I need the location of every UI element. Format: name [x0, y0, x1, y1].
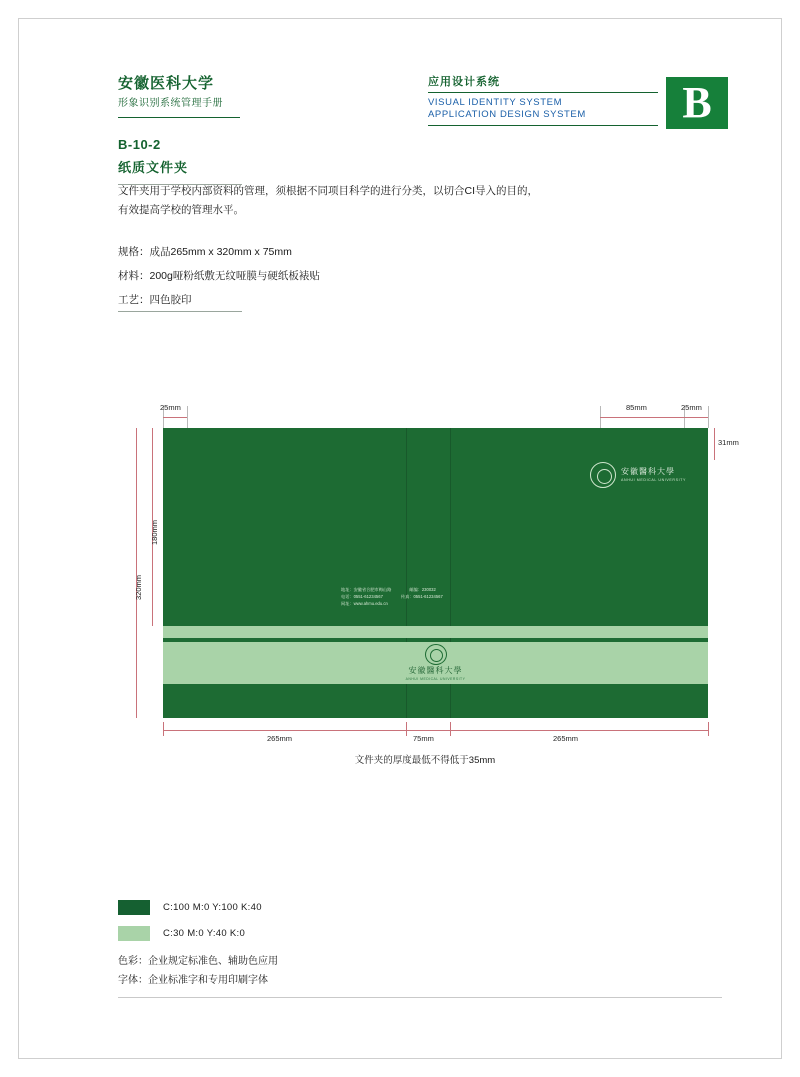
color-label-dark: C:100 M:0 Y:100 K:40 — [163, 902, 262, 913]
panel-logo-text-cn: 安徽醫科大學 — [408, 666, 463, 675]
folder-contact-block — [341, 586, 443, 607]
section-letter-badge: B — [666, 77, 728, 129]
dim-bottom-mid-line — [406, 730, 450, 731]
folder-diagram — [130, 400, 739, 780]
color-swatch-dark — [118, 900, 150, 915]
tick-bottom-1 — [163, 722, 164, 736]
note-font: 字体：企业标准字和专用印刷字体 — [118, 975, 268, 986]
folder-artwork — [163, 428, 708, 718]
description-text: 文件夹用于学校内部资料的管理，须根据不同项目科学的进行分类，以切合CI导入的目的，有效提高学校的管理水平。 — [118, 185, 538, 216]
header-right — [428, 75, 658, 126]
dim-bottom-mid-label: 75mm — [413, 734, 434, 743]
dim-left-outer-line — [136, 428, 137, 718]
system-name-en-2: APPLICATION DESIGN SYSTEM — [428, 109, 586, 120]
color-row-dark — [118, 900, 558, 915]
manual-subtitle: 形象识别系统管理手册 — [118, 98, 223, 109]
dim-top-right-b-label: 25mm — [681, 403, 702, 412]
header-left-divider — [118, 117, 240, 118]
color-label-light: C:30 M:0 Y:40 K:0 — [163, 928, 246, 939]
spec-divider — [118, 311, 242, 312]
spec-list — [118, 240, 538, 312]
section-heading — [118, 137, 538, 185]
usage-notes — [118, 952, 558, 990]
color-spec-block — [118, 900, 558, 990]
spec-size: 规格：成品265mm x 320mm x 75mm — [118, 246, 292, 258]
dim-right-line — [714, 428, 715, 460]
tick-bottom-2 — [406, 722, 407, 736]
university-emblem-icon — [590, 462, 616, 488]
contact-address: 地址：安徽省合肥市梅山路 — [341, 587, 392, 592]
panel-logo-text-en: ANHUI MEDICAL UNIVERSITY — [405, 677, 466, 681]
dim-bottom-left-line — [163, 730, 406, 731]
dim-top-left-label: 25mm — [160, 403, 181, 412]
header-rule-bottom — [428, 125, 658, 126]
diagram-caption: 文件夹的厚度最低不得低于35mm — [354, 755, 496, 766]
contact-tel: 电话：0551-61234567 — [341, 594, 383, 599]
color-swatch-light — [118, 926, 150, 941]
folder-logo-panel — [381, 644, 491, 682]
dim-left-inner-label: 180mm — [150, 519, 159, 545]
section-code: B-10-2 — [118, 137, 161, 152]
contact-web: 网址：www.ahmu.edu.cn — [341, 601, 388, 606]
note-color: 色彩：企业规定标准色、辅助色应用 — [118, 956, 278, 967]
dim-bottom-right-line — [450, 730, 708, 731]
system-name-en-1: VISUAL IDENTITY SYSTEM — [428, 97, 563, 108]
dim-bottom-right-label: 265mm — [553, 734, 579, 743]
guide-right-outer — [708, 406, 709, 428]
system-name-cn: 应用设计系统 — [428, 76, 500, 88]
tick-bottom-4 — [708, 722, 709, 736]
contact-zip: 邮编：230032 — [409, 587, 436, 592]
spec-material: 材料：200g哑粉纸敷无纹哑膜与硬纸板裱贴 — [118, 270, 320, 282]
university-name: 安徽医科大学 — [118, 75, 215, 92]
dim-top-right-a-line — [600, 417, 684, 418]
dim-right-label: 31mm — [718, 438, 739, 447]
tick-bottom-3 — [450, 722, 451, 736]
color-row-light — [118, 926, 558, 941]
dim-left-outer-label: 320mm — [134, 574, 143, 600]
dim-top-right-b-line — [684, 417, 708, 418]
dim-bottom-left-label: 265mm — [267, 734, 293, 743]
university-emblem-icon-dark — [425, 644, 447, 665]
footer-divider — [118, 997, 722, 998]
section-title: 纸质文件夹 — [118, 160, 189, 175]
folder-logo-text-cn: 安徽醫科大學 — [621, 467, 675, 476]
dim-top-right-a-label: 85mm — [626, 403, 647, 412]
spec-process: 工艺：四色胶印 — [118, 294, 192, 306]
page-header — [118, 75, 728, 135]
contact-fax: 传真：0551-61234567 — [400, 594, 443, 599]
folder-logo-text-en: ANHUI MEDICAL UNIVERSITY — [621, 478, 686, 482]
folder-logo-front — [590, 460, 694, 490]
dim-top-left-line — [163, 417, 187, 418]
header-left — [118, 75, 223, 110]
folder-accent-band — [163, 626, 708, 638]
header-rule-top — [428, 92, 658, 93]
